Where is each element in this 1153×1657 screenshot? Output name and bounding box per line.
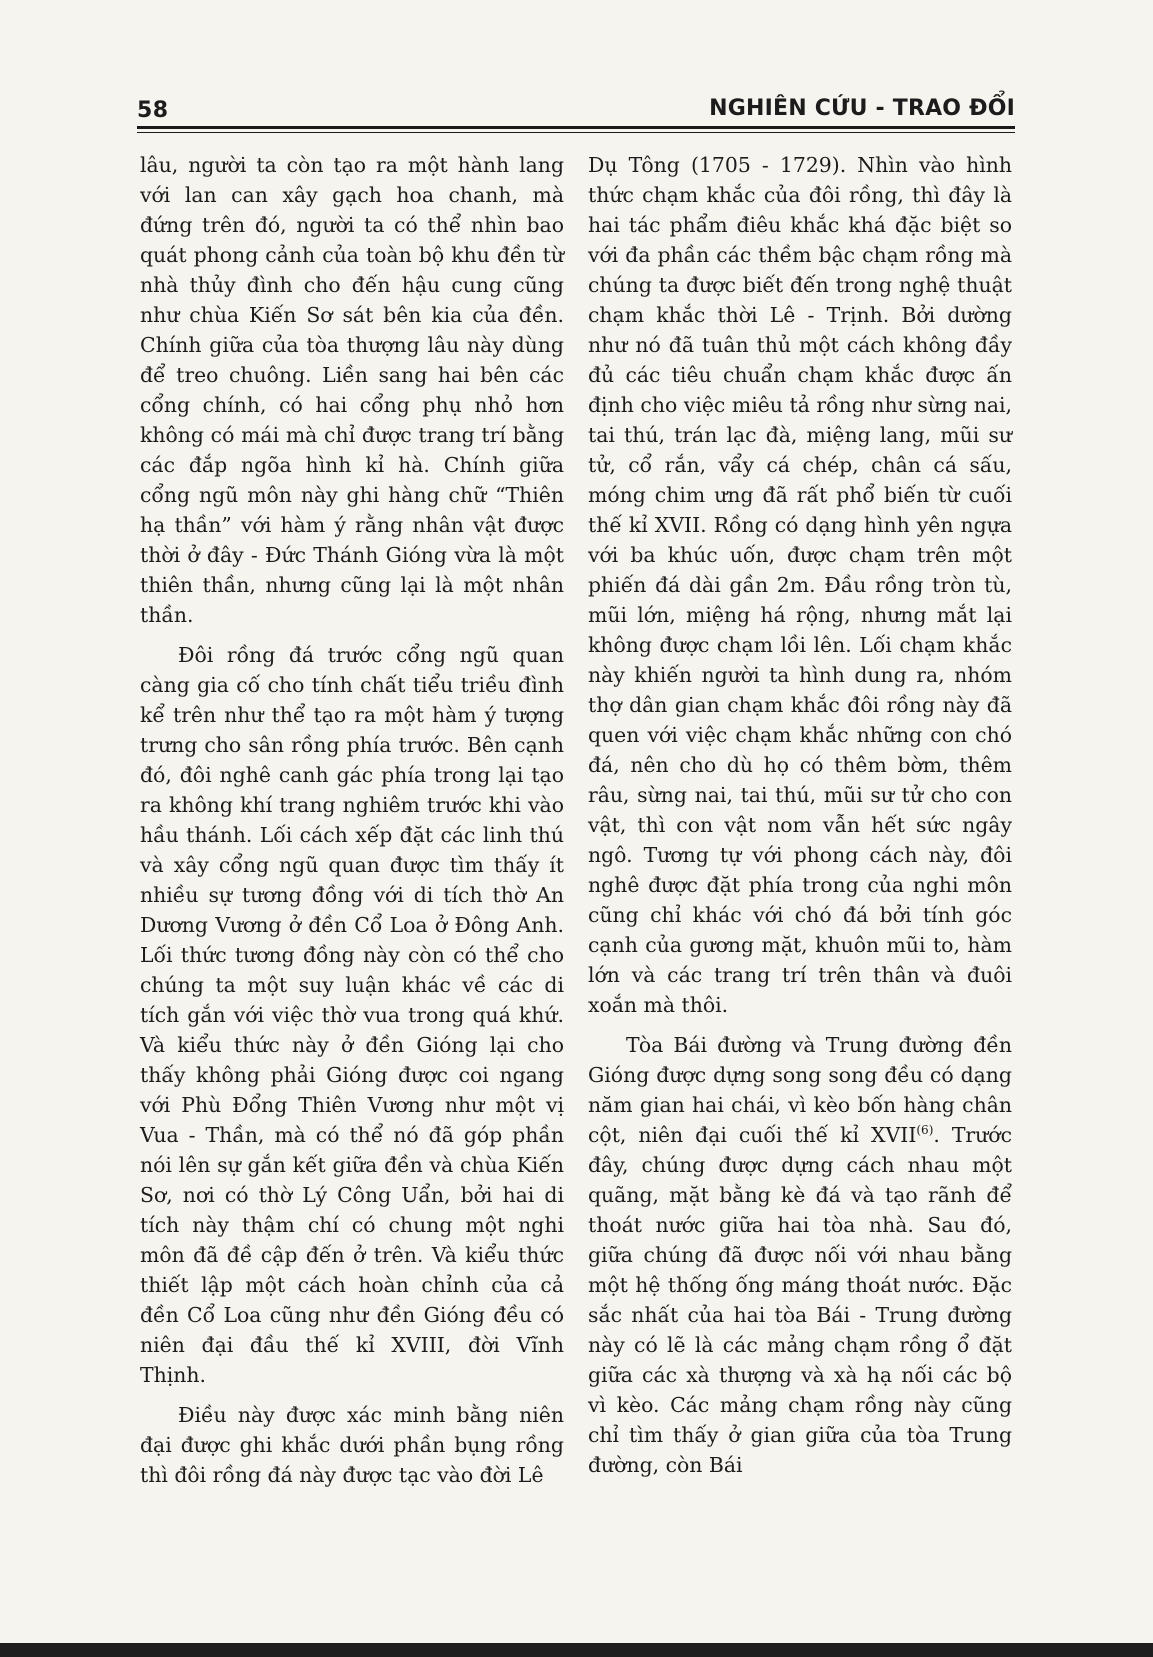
right-column — [588, 150, 1012, 1480]
header-rule-thick — [137, 126, 1015, 129]
paragraph — [588, 1030, 1012, 1480]
paragraph-text: Tòa Bái đường và Trung đường đền Gióng được dựng song song đều có dạng năm gian hai chái, vì kèo bốn hàng chân cột, niên đại cuối thế kỉ XVII — [588, 1033, 1012, 1147]
header-rule-thin — [137, 132, 1015, 133]
left-column — [140, 150, 564, 1490]
footnote-marker: (6) — [916, 1123, 934, 1138]
paragraph: lâu, người ta còn tạo ra một hành lang với lan can xây gạch hoa chanh, mà đứng trên đó, người ta có thể nhìn bao quát phong cảnh của toàn bộ khu đền từ nhà thủy đình cho đến hậu cung cũng như chùa Kiến Sơ sát bên kia của đền. Chính giữa của tòa thượng lâu này dùng để treo chuông. Liền sang hai bên các cổng chính, có hai cổng phụ nhỏ hơn không có mái mà chỉ được trang trí bằng các đắp ngõa hình kỉ hà. Chính giữa cổng ngũ môn này ghi hàng chữ “Thiên hạ thần” với hàm ý rằng nhân vật được thời ở đây - Đức Thánh Gióng vừa là một thiên thần, nhưng cũng lại là một nhân thần. — [140, 153, 564, 627]
running-head: NGHIÊN CỨU - TRAO ĐỔI — [709, 96, 1015, 121]
page-number: 58 — [137, 98, 169, 123]
paragraph: Điều này được xác minh bằng niên đại được ghi khắc dưới phần bụng rồng thì đôi rồng đá này được tạc vào đời Lê — [140, 1403, 564, 1487]
paragraph: Đôi rồng đá trước cổng ngũ quan càng gia cố cho tính chất tiểu triều đình kể trên như thể tạo ra một hàm ý tượng trưng cho sân rồng phía trước. Bên cạnh đó, đôi nghê canh gác phía trong lại tạo ra không khí trang nghiêm trước khi vào hầu thánh. Lối cách xếp đặt các linh thú và xây cổng ngũ quan được tìm thấy ít nhiều sự tương đồng với di tích thờ An Dương Vương ở đền Cổ Loa ở Đông Anh. Lối thức tương đồng này còn có thể cho chúng ta một suy luận khác về các di tích gắn với việc thờ vua trong quá khứ. Và kiểu thức này ở đền Gióng lại cho thấy không phải Gióng được coi ngang với Phù Đổng Thiên Vương như một vị Vua - Thần, mà có thể nó đã góp phần nói lên sự gắn kết giữa đền và chùa Kiến Sơ, nơi có thờ Lý Công Uẩn, bởi hai di tích này thậm chí có chung một nghi môn đã đề cập đến ở trên. Và kiểu thức thiết lập một cách hoàn chỉnh của cả đền Cổ Loa cũng như đền Gióng đều có niên đại đầu thế kỉ XVIII, đời Vĩnh Thịnh. — [140, 643, 564, 1387]
paragraph: Dụ Tông (1705 - 1729). Nhìn vào hình thức chạm khắc của đôi rồng, thì đây là hai tác phẩm điêu khắc khá đặc biệt so với đa phần các thềm bậc chạm rồng mà chúng ta được biết đến trong nghệ thuật chạm khắc thời Lê - Trịnh. Bởi dường như nó đã tuân thủ một cách không đầy đủ các tiêu chuẩn chạm khắc được ấn định cho việc miêu tả rồng như sừng nai, tai thú, trán lạc đà, miệng lang, mũi sư tử, cổ rắn, vẩy cá chép, chân cá sấu, móng chim ưng đã rất phổ biến từ cuối thế kỉ XVII. Rồng có dạng hình yên ngựa với ba khúc uốn, được chạm trên một phiến đá dài gần 2m. Đầu rồng tròn tù, mũi lớn, miệng há rộng, nhưng mắt lại không được chạm lồi lên. Lối chạm khắc này khiến người ta hình dung ra, nhóm thợ dân gian chạm khắc đôi rồng này đã quen với việc chạm khắc những con chó đá, nên cho dù họ có thêm bờm, thêm râu, sừng nai, tai thú, mũi sư tử cho con vật, thì con vật nom vẫn hết sức ngây ngô. Tương tự với phong cách này, đôi nghê được đặt phía trong của nghi môn cũng chỉ khác với chó đá bởi tính góc cạnh của gương mặt, khuôn mũi to, hàm lớn và các trang trí trên thân và đuôi xoắn mà thôi. — [588, 153, 1012, 1017]
scan-bottom-edge — [0, 1643, 1153, 1657]
paragraph-text: . Trước đây, chúng được dựng cách nhau một quãng, mặt bằng kè đá và tạo rãnh để thoát nước giữa hai tòa nhà. Sau đó, giữa chúng đã được nối với nhau bằng một hệ thống ống máng thoát nước. Đặc sắc nhất của hai tòa Bái - Trung đường này có lẽ là các mảng chạm rồng ổ đặt giữa các xà thượng và xà hạ nối các bộ vì kèo. Các mảng chạm rồng này cũng chỉ tìm thấy ở gian giữa của tòa Trung đường, còn Bái — [588, 1123, 1012, 1477]
